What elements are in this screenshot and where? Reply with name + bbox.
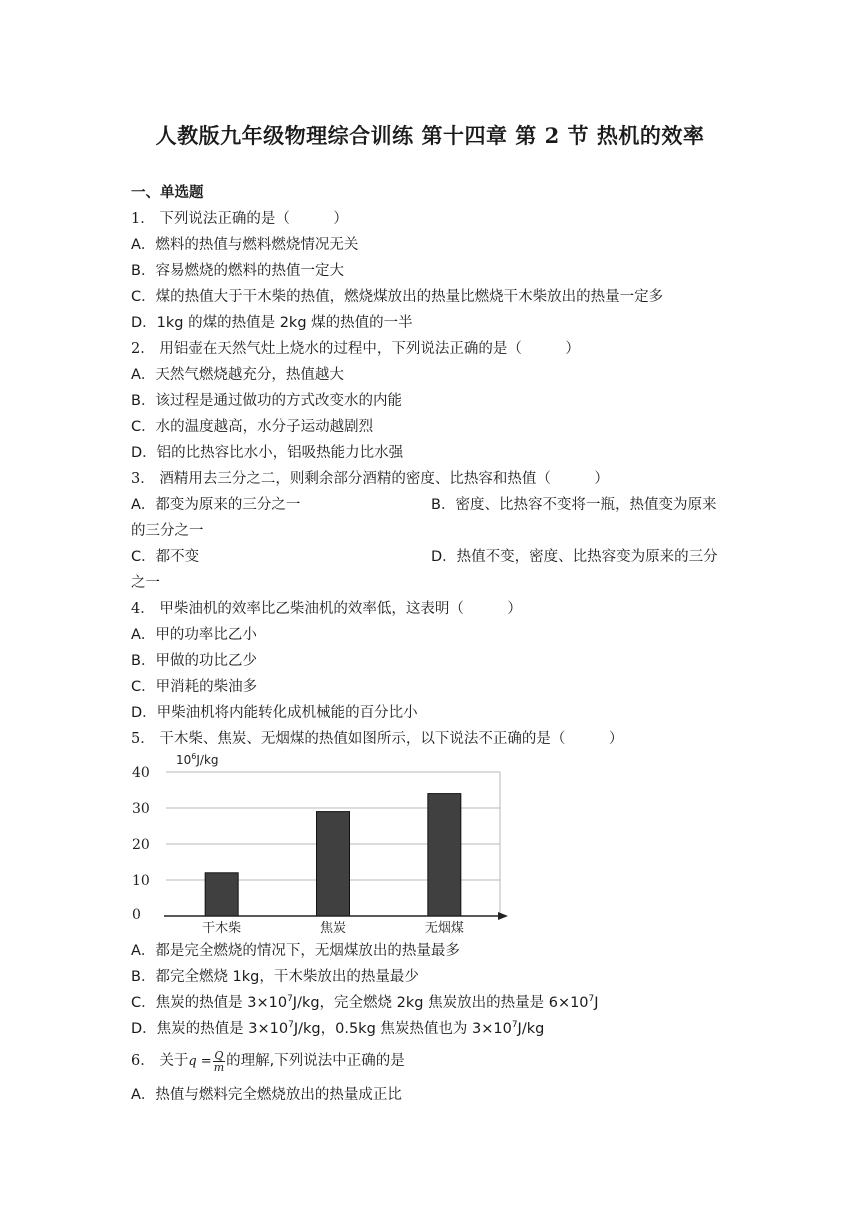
bar [428,794,461,916]
y-tick-label: 10 [132,873,150,889]
question-6-stem [131,1048,405,1075]
x-axis-arrowhead [498,912,508,920]
question-text: 用铝壶在天然气灶上烧水的过程中，下列说法正确的是（ ） [159,341,580,357]
q1-option-b: B．容易燃烧的燃料的热值一定大 [131,263,344,279]
question-2-stem [131,339,580,359]
question-text: 酒精用去三分之二，则剩余部分酒精的密度、比热容和热值（ ） [159,471,609,487]
question-number: 4． [131,601,155,617]
question-text: 甲柴油机的效率比乙柴油机的效率低，这表明（ ） [159,601,522,617]
question-number: 6． [131,1053,155,1069]
question-number: 1． [131,211,155,227]
question-number: 3． [131,471,155,487]
q4-option-a: A．甲的功率比乙小 [131,627,257,643]
exponent: 7 [288,1020,294,1030]
q3-option-a: A．都变为原来的三分之一 [131,497,301,513]
chart-x-tick-labels [202,920,464,934]
q3-option-b-line2: 的三分之一 [131,523,204,539]
q2-option-b: B．该过程是通过做功的方式改变水的内能 [131,393,402,409]
heat-value-bar-chart [120,748,520,934]
q3-option-b-line1: B．密度、比热容不变将一瓶，热值变为原来 [431,497,717,513]
question-3-stem [131,469,609,489]
exponent: 7 [287,994,293,1004]
question-number: 5． [131,731,155,747]
bar [317,812,350,916]
exponent: 7 [511,1020,518,1030]
exponent: 7 [588,994,595,1004]
question-text: 下列说法正确的是（ ） [159,211,348,227]
question-number: 2． [131,341,155,357]
chart-y-tick-labels [132,765,150,923]
question-1-stem [131,209,348,229]
text-part: C．焦炭的热值是 3×10 [131,995,288,1011]
q3-option-d-line1: D．热值不变，密度、比热容变为原来的三分 [431,549,718,565]
formula-fraction [213,1050,225,1073]
q5-option-d [131,1019,544,1039]
question-4-stem [131,599,522,619]
q1-option-c: C．煤的热值大于干木柴的热值，燃烧煤放出的热量比燃烧干木柴放出的热量一定多 [131,289,664,305]
text-part: J/kg，0.5kg 焦炭热值也为 3×10 [293,1021,512,1037]
q5-option-b: B．都完全燃烧 1kg，干木柴放出的热量最少 [131,969,419,985]
q4-option-d: D．甲柴油机将内能转化成机械能的百分比小 [131,705,418,721]
y-unit-exponent: 6 [191,752,197,761]
x-tick-label: 干木柴 [202,921,242,934]
q4-option-b: B．甲做的功比乙少 [131,653,257,669]
y-unit-base: 10 [176,753,192,767]
y-unit-suffix: J/kg [196,753,219,767]
section-heading: 一、单选题 [131,184,204,201]
q6-option-a: A．热值与燃料完全燃烧放出的热量成正比 [131,1087,402,1103]
text-part: D．焦炭的热值是 3×10 [131,1021,289,1037]
y-axis-unit-label [176,752,219,767]
question-text: 干木柴、焦炭、无烟煤的热值如图所示，以下说法不正确的是（ ） [159,731,624,747]
question-5-stem [131,729,623,749]
q1-option-d: D．1kg 的煤的热值是 2kg 煤的热值的一半 [131,315,413,331]
y-tick-label: 30 [132,801,150,817]
q2-option-c: C．水的温度越高，水分子运动越剧烈 [131,419,374,435]
formula-lhs: q = [188,1054,212,1069]
q4-option-c: C．甲消耗的柴油多 [131,679,258,695]
q3-option-c: C．都不变 [131,549,200,565]
formula-numerator: Q [214,1048,224,1062]
q2-option-a: A．天然气燃烧越充分，热值越大 [131,367,344,383]
text-part: J/kg [517,1021,545,1037]
question-text-pre: 关于 [159,1053,189,1069]
formula-denominator: m [213,1060,225,1074]
x-tick-label: 焦炭 [319,921,347,934]
q2-option-d: D．铝的比热容比水小，铝吸热能力比水强 [131,445,404,461]
q3-option-d-line2: 之一 [131,575,160,591]
question-text-post: 的理解,下列说法中正确的是 [226,1053,405,1069]
y-tick-label: 40 [132,765,150,781]
text-part: J [594,995,599,1011]
q5-option-c [131,993,599,1013]
page-title: 人教版九年级物理综合训练 第十四章 第 2 节 热机的效率 [155,123,705,148]
y-tick-label: 0 [132,907,141,923]
chart-bars [205,794,461,916]
text-part: J/kg，完全燃烧 2kg 焦炭放出的热量是 6×10 [292,995,589,1011]
q1-option-a: A．燃料的热值与燃料燃烧情况无关 [131,237,359,253]
x-tick-label: 无烟煤 [424,921,464,934]
y-tick-label: 20 [132,837,150,853]
q5-option-a: A．都是完全燃烧的情况下，无烟煤放出的热量最多 [131,943,460,959]
bar [205,873,238,916]
